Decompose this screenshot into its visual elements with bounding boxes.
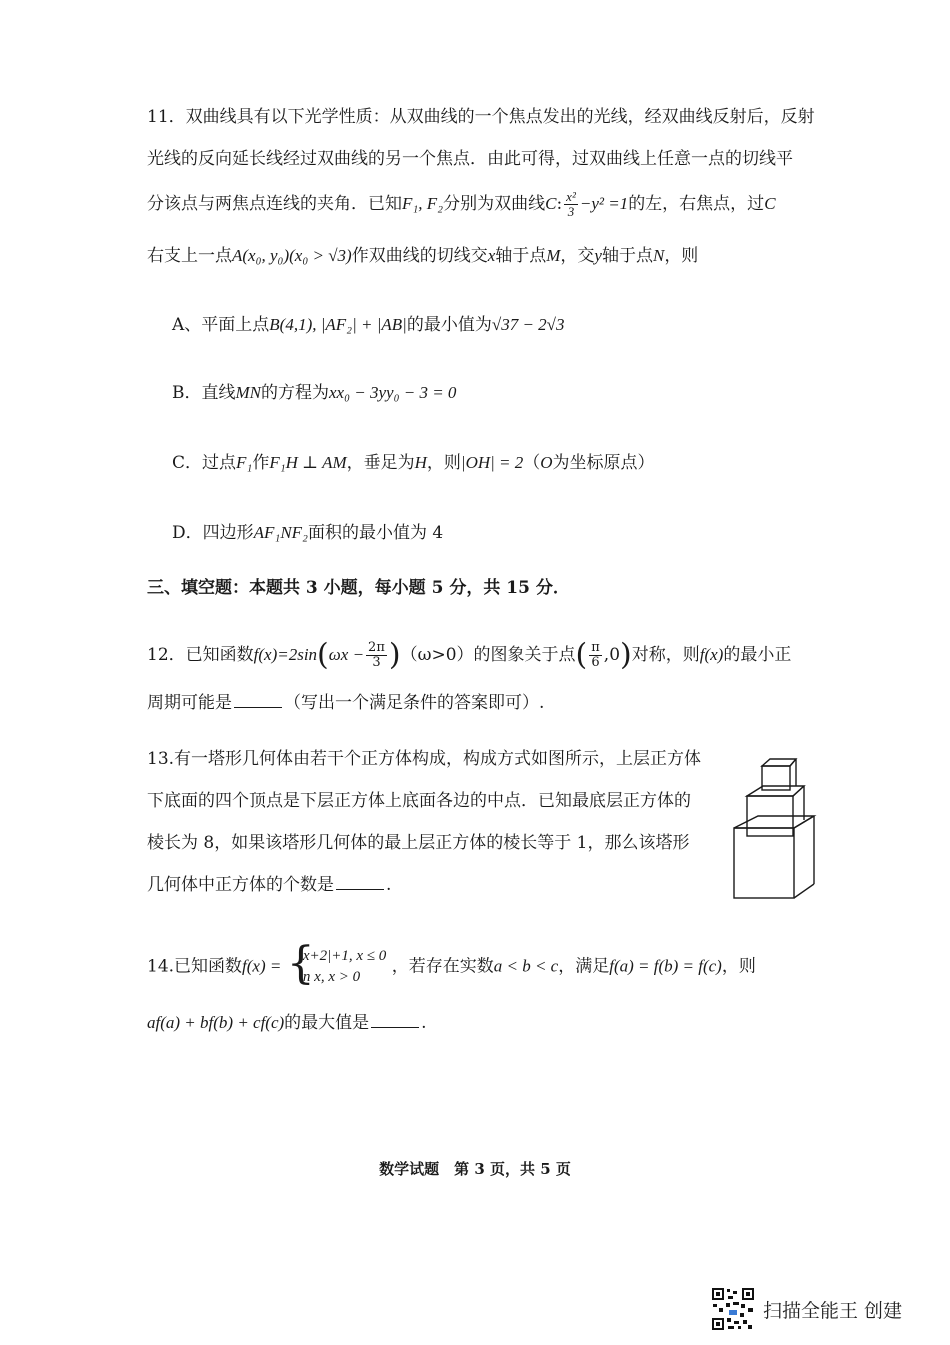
answer-blank bbox=[336, 888, 384, 890]
q11-line2: 光线的反向延长线经过双曲线的另一个焦点．由此可得，过双曲线上任意一点的切线平 bbox=[147, 149, 793, 169]
piecewise-function: { |x+2|+1, x ≤ 0 ln x, x > 0 bbox=[286, 938, 387, 989]
page-footer: 数学试题 第 3 页，共 5 页 bbox=[379, 1160, 571, 1178]
watermark-text: 扫描全能王 创建 bbox=[763, 1299, 903, 1322]
q11-option-b: B．直线MN的方程为xx₀ − 3yy₀ − 3 = 0 bbox=[172, 383, 457, 403]
q11-line3: 分该点与两焦点连线的夹角．已知F₁, F₂分别为双曲线C: $\frac{\text{x²}}{3}$ −y² =1的左，右焦点，过C bbox=[147, 189, 776, 219]
q13-line2: 下底面的四个顶点是下层正方体上底面各边的中点．已知最底层正方体的 bbox=[147, 791, 691, 811]
q13-line1: 13.有一塔形几何体由若干个正方体构成，构成方式如图所示，上层正方体 bbox=[147, 749, 702, 769]
q14-line1: 14.已知函数f(x) = { |x+2|+1, x ≤ 0 ln x, x > 0 ，若存在实数a < b < c，满足f(a) = f(b) = f(c)，则 bbox=[147, 938, 756, 989]
q14-line2: af(a) + bf(b) + cf(c)的最大值是 . bbox=[147, 1013, 427, 1033]
q11-line1: 11．双曲线具有以下光学性质：从双曲线的一个焦点发出的光线，经双曲线反射后，反射 bbox=[147, 107, 815, 127]
q11-option-d: D．四边形AF₁NF₂面积的最小值为 4 bbox=[172, 523, 444, 543]
answer-blank bbox=[371, 1026, 419, 1028]
q11-option-a: A、平面上点B(4,1), |AF₂| + |AB|的最小值为√37 − 2√3 bbox=[172, 315, 565, 335]
q11-option-c: C．过点F₁作F₁H ⊥ AM，垂足为H，则|OH| = 2（O为坐标原点） bbox=[172, 453, 655, 473]
q12-line1: 12．已知函数f(x)=2sin(ωx − $\frac{2\pi}{3}$ )（ω>0）的图象关于点( $\frac{\pi}{6}$ ,0)对称，则f(x)的最小正 bbox=[147, 637, 792, 673]
answer-blank bbox=[234, 706, 282, 708]
qr-code-icon bbox=[711, 1287, 755, 1331]
section3-heading: 三、填空题：本题共 3 小题，每小题 5 分，共 15 分． bbox=[147, 578, 570, 598]
q11-line4: 右支上一点A(x₀, y₀)(x₀ > √3)作双曲线的切线交x轴于点M，交y轴于点N，则 bbox=[147, 246, 699, 266]
cube-tower-figure bbox=[728, 756, 820, 902]
q13-line3: 棱长为 8，如果该塔形几何体的最上层正方体的棱长等于 1，那么该塔形 bbox=[147, 833, 690, 853]
q12-line2: 周期可能是 （写出一个满足条件的答案即可）. bbox=[147, 693, 545, 713]
q13-line4: 几何体中正方体的个数是 . bbox=[147, 875, 392, 895]
scanner-watermark bbox=[711, 1287, 902, 1331]
